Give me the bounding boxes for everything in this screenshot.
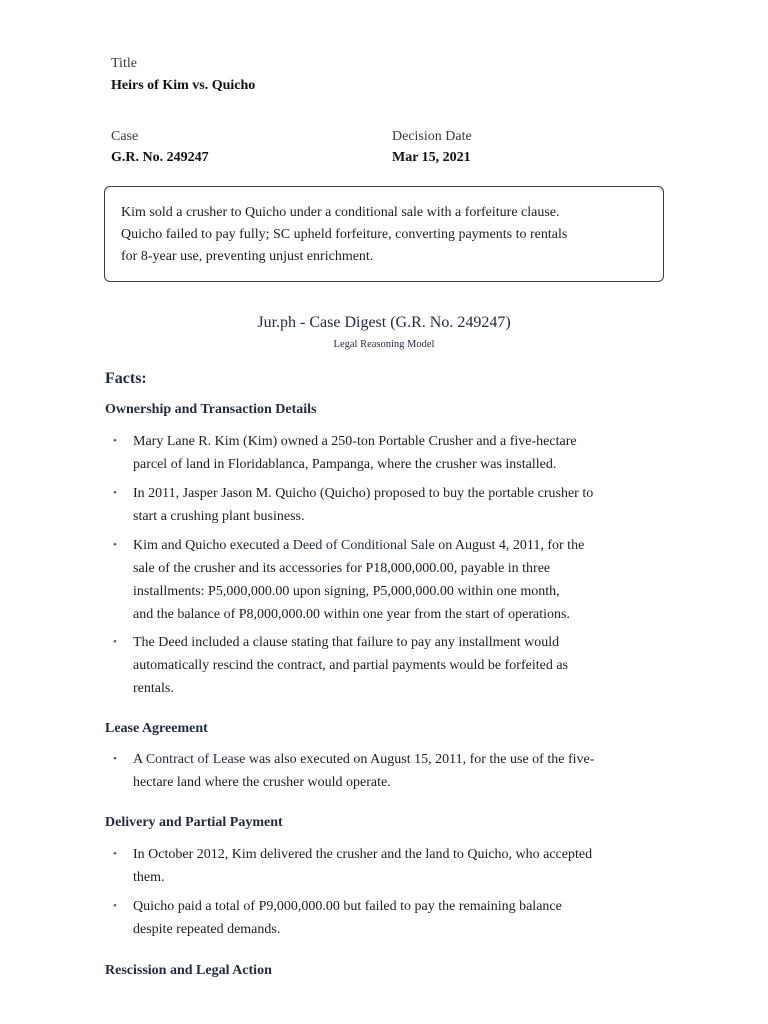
list-item-line [133, 748, 673, 771]
list-item-line: Quicho paid a total of P9,000,000.00 but failed to pay the remaining balance [133, 899, 562, 914]
digest-subtitle: Legal Reasoning Model [333, 339, 435, 350]
deed-of-conditional-sale-term: Deed of Conditional Sale [292, 538, 435, 553]
list-item-line: In 2011, Jasper Jason M. Quicho (Quicho) proposed to buy the portable crusher to [133, 486, 594, 501]
decision-date-label: Decision Date [392, 129, 472, 144]
case-title: Heirs of Kim vs. Quicho [111, 78, 256, 93]
digest-title: Jur.ph - Case Digest (G.R. No. 249247) [257, 314, 511, 331]
list-item-line: sale of the crusher and its accessories for P18,000,000.00, payable in three [133, 561, 551, 576]
list-item-text: A [133, 752, 146, 767]
list-item-line: despite repeated demands. [133, 922, 281, 937]
bullet-glyph: • [113, 539, 117, 551]
list-item-line: automatically rescind the contract, and partial payments would be forfeited as [133, 658, 569, 673]
list-item-line: rentals. [133, 681, 174, 696]
list-item-text: on August 4, 2011, for the [434, 538, 585, 553]
summary-line: for 8-year use, preventing unjust enrichment. [121, 249, 374, 264]
list-item-line: and the balance of P8,000,000.00 within one year from the start of operations. [133, 607, 570, 622]
list-item-line: installments: P5,000,000.00 upon signing, P5,000,000.00 within one month, [133, 584, 560, 599]
list-item [113, 534, 673, 626]
case-label: Case [111, 129, 139, 144]
list-item [113, 895, 673, 941]
list-item-line: parcel of land in Floridablanca, Pampanga, where the crusher was installed. [133, 457, 557, 472]
list-item [113, 748, 673, 794]
summary-line: Kim sold a crusher to Quicho under a conditional sale with a forfeiture clause. [121, 205, 560, 220]
list-item-line: them. [133, 870, 165, 885]
summary-line: Quicho failed to pay fully; SC upheld forfeiture, converting payments to rentals [121, 227, 568, 242]
list-item-line: The Deed included a clause stating that failure to pay any installment would [133, 635, 560, 650]
subsection-title: Delivery and Partial Payment [105, 815, 283, 830]
list-item [113, 843, 673, 889]
bullet-glyph: • [113, 753, 117, 765]
bullet-glyph: • [113, 487, 117, 499]
list-item [113, 430, 673, 476]
list-item-text: was also executed on August 15, 2011, for the use of the five- [245, 752, 595, 767]
list-item-line: Mary Lane R. Kim (Kim) owned a 250-ton Portable Crusher and a five-hectare [133, 434, 577, 449]
list-item-text: Kim and Quicho executed a [133, 538, 293, 553]
subsection-title: Lease Agreement [105, 721, 208, 736]
bullet-glyph: • [113, 848, 117, 860]
subsection-title: Ownership and Transaction Details [105, 402, 317, 417]
list-item-line: hectare land where the crusher would operate. [133, 775, 391, 790]
case-number: G.R. No. 249247 [111, 150, 209, 165]
list-item [113, 482, 673, 528]
case-summary-box [104, 186, 664, 282]
decision-date: Mar 15, 2021 [392, 150, 471, 165]
subsection-title: Rescission and Legal Action [105, 963, 272, 978]
bullet-glyph: • [113, 900, 117, 912]
list-item-line [133, 534, 673, 557]
facts-heading: Facts: [105, 370, 147, 387]
list-item-line: start a crushing plant business. [133, 509, 305, 524]
bullet-glyph: • [113, 636, 117, 648]
list-item-line: In October 2012, Kim delivered the crusher and the land to Quicho, who accepted [133, 847, 593, 862]
list-item [113, 631, 673, 700]
title-label: Title [111, 56, 137, 71]
contract-of-lease-term: Contract of Lease [145, 752, 246, 767]
bullet-glyph: • [113, 435, 117, 447]
